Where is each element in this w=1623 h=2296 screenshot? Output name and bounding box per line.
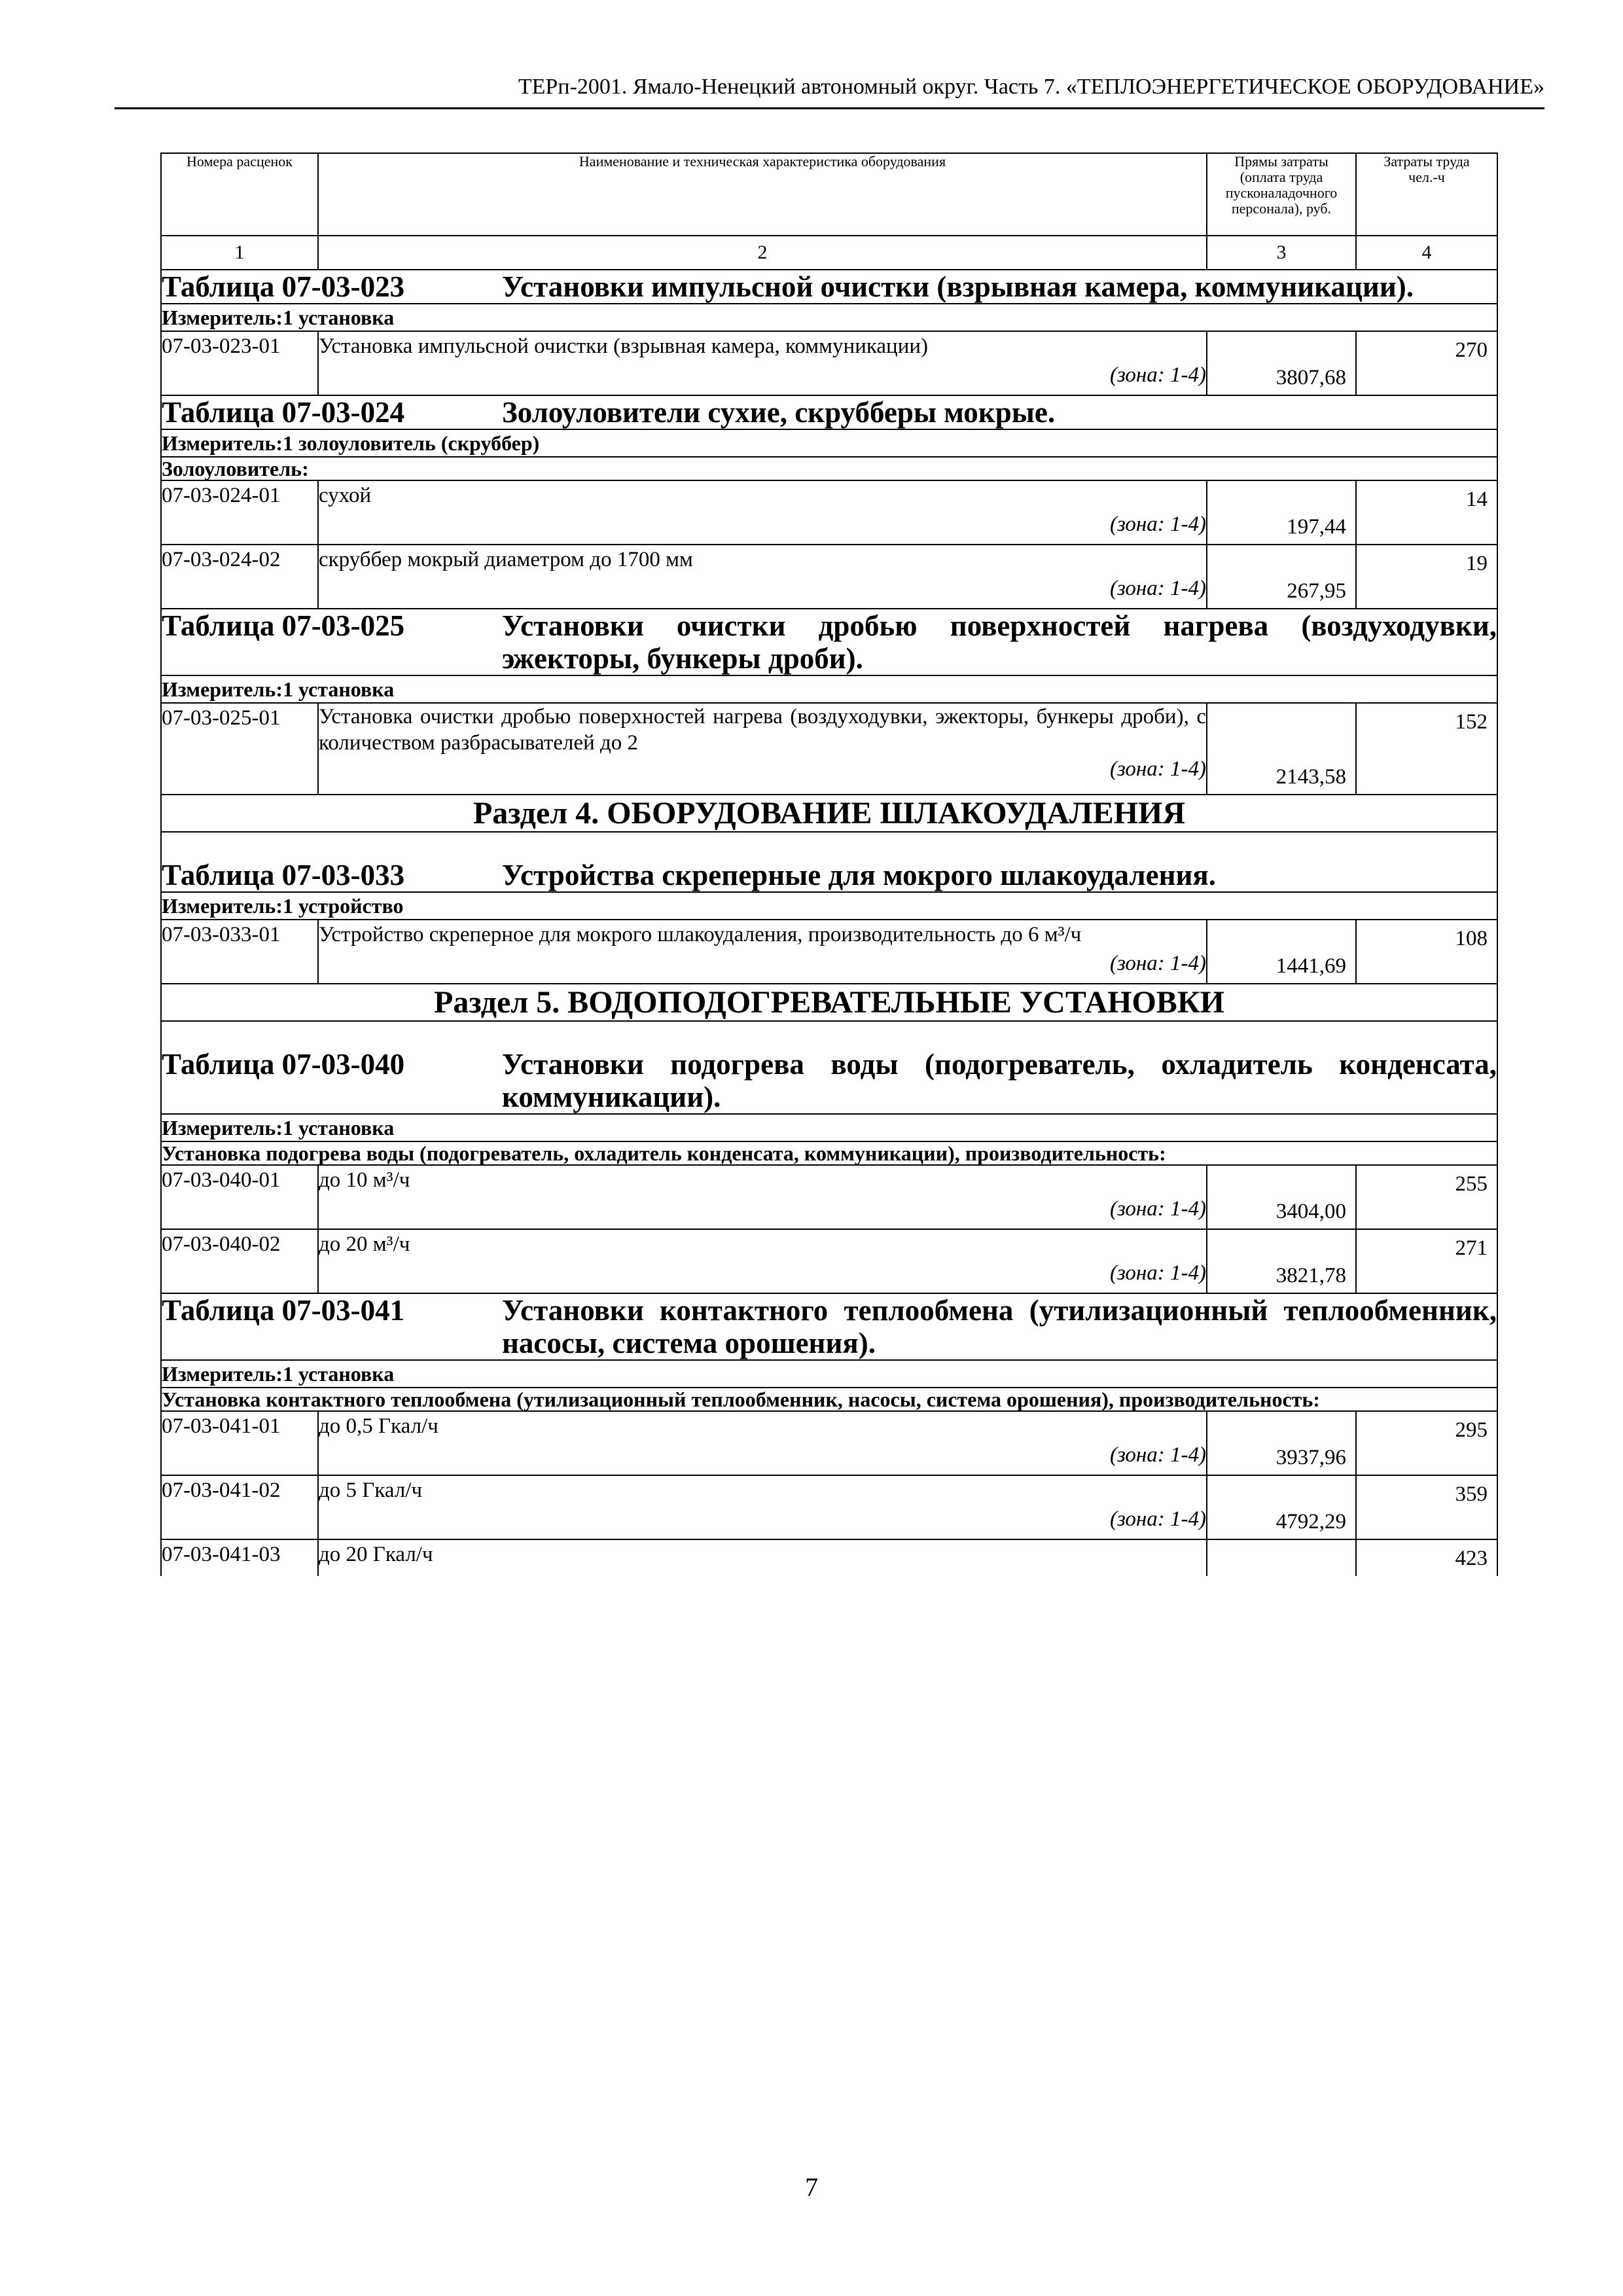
table-row: [161, 1539, 1497, 1576]
rate-code: 07-03-041-02: [161, 1475, 318, 1539]
rate-labor: 255: [1356, 1165, 1497, 1229]
zone-note: (зона: 1-4): [1109, 1261, 1206, 1285]
zone-note: (зона: 1-4): [1109, 577, 1206, 600]
rate-name: до 0,5 Гкал/ч (зона: 1-4): [318, 1411, 1207, 1475]
rate-code: 07-03-033-01: [161, 920, 318, 984]
rate-name: до 20 Гкал/ч: [318, 1539, 1207, 1576]
section-heading: Раздел 4. ОБОРУДОВАНИЕ ШЛАКОУДАЛЕНИЯ: [161, 795, 1497, 832]
zone-note: (зона: 1-4): [1109, 952, 1206, 975]
rate-price: 2143,58: [1207, 703, 1356, 795]
table-number: Таблица 07-03-041: [162, 1294, 405, 1327]
table-title-row: [161, 832, 1497, 892]
table-row: [161, 1165, 1497, 1229]
rate-labor: 359: [1356, 1475, 1497, 1539]
rate-price: 4792,29: [1207, 1475, 1356, 1539]
rate-name: Установка очистки дробью поверхностей нагрева (воздуходувки, эжекторы, бункеры дроби), с количеством разбрасывателей до 2 (зона: 1-4): [318, 703, 1207, 795]
zone-note: (зона: 1-4): [1109, 1197, 1206, 1221]
table-title-row: [161, 395, 1497, 429]
measure-unit: Измеритель:1 устройство: [161, 892, 1497, 920]
table-title: Установки импульсной очистки (взрывная камера, коммуникации).: [502, 270, 1414, 303]
table-title-row: [161, 1293, 1497, 1360]
table-number: Таблица 07-03-033: [162, 859, 405, 891]
section-heading: Раздел 5. ВОДОПОДОГРЕВАТЕЛЬНЫЕ УСТАНОВКИ: [161, 984, 1497, 1021]
measure-unit: Измеритель:1 установка: [161, 675, 1497, 703]
running-header: ТЕРп-2001. Ямало-Ненецкий автономный округ. Часть 7. «ТЕПЛОЭНЕРГЕТИЧЕСКОЕ ОБОРУДОВАНИЕ»: [115, 73, 1544, 109]
measure-unit: Измеритель:1 установка: [161, 1360, 1497, 1388]
measure-unit: Измеритель:1 золоуловитель (скруббер): [161, 429, 1497, 457]
zone-note: (зона: 1-4): [1109, 1443, 1206, 1467]
table-number: Таблица 07-03-024: [162, 396, 405, 429]
group-heading: Установка подогрева воды (подогреватель, охладитель конденсата, коммуникации), производительность:: [161, 1141, 1497, 1165]
rate-name: до 5 Гкал/ч (зона: 1-4): [318, 1475, 1207, 1539]
rate-labor: 270: [1356, 331, 1497, 395]
table-title: Золоуловители сухие, скрубберы мокрые.: [502, 396, 1056, 429]
rate-labor: 108: [1356, 920, 1497, 984]
rate-code: 07-03-040-02: [161, 1229, 318, 1293]
zone-note: (зона: 1-4): [1109, 1507, 1206, 1531]
rate-name: до 10 м³/ч (зона: 1-4): [318, 1165, 1207, 1229]
rate-labor: 271: [1356, 1229, 1497, 1293]
rate-code: 07-03-023-01: [161, 331, 318, 395]
rate-price: 3404,00: [1207, 1165, 1356, 1229]
rate-labor: 19: [1356, 545, 1497, 609]
zone-note: (зона: 1-4): [1109, 363, 1206, 387]
column-header-row: [161, 153, 1497, 236]
column-number-row: [161, 236, 1497, 270]
rate-price: 267,95: [1207, 545, 1356, 609]
table-title: Установки подогрева воды (подогреватель, охладитель конденсата, коммуникации).: [502, 1048, 1497, 1113]
rate-price: [1207, 1539, 1356, 1576]
rate-name: Устройство скреперное для мокрого шлакоудаления, производительность до 6 м³/ч (зона: 1-4): [318, 920, 1207, 984]
col-header-labor: Затраты труда чел.-ч: [1356, 153, 1497, 236]
col-header-price: Прямы затраты (оплата труда пусконаладочного персонала), руб.: [1207, 153, 1356, 236]
col-number: 2: [318, 236, 1207, 270]
table-title-row: [161, 609, 1497, 675]
rate-labor: 14: [1356, 480, 1497, 545]
table-row: [161, 331, 1497, 395]
zone-note: (зона: 1-4): [1109, 757, 1206, 781]
group-heading: Золоуловитель:: [161, 457, 1497, 480]
table-title: Устройства скреперные для мокрого шлакоудаления.: [502, 859, 1217, 891]
col-number: 1: [161, 236, 318, 270]
col-header-code: Номера расценок: [161, 153, 318, 236]
rates-table: [160, 152, 1498, 1576]
rate-labor: 423: [1356, 1539, 1497, 1576]
col-number: 4: [1356, 236, 1497, 270]
rate-price: 197,44: [1207, 480, 1356, 545]
rate-code: 07-03-025-01: [161, 703, 318, 795]
table-row: [161, 1475, 1497, 1539]
page-number: 7: [805, 2172, 818, 2202]
table-row: [161, 480, 1497, 545]
rate-price: 3821,78: [1207, 1229, 1356, 1293]
rate-name: скруббер мокрый диаметром до 1700 мм (зона: 1-4): [318, 545, 1207, 609]
rate-code: 07-03-041-03: [161, 1539, 318, 1576]
rate-price: 3807,68: [1207, 331, 1356, 395]
rate-labor: 152: [1356, 703, 1497, 795]
rate-code: 07-03-024-02: [161, 545, 318, 609]
table-number: Таблица 07-03-025: [162, 609, 405, 642]
table-title: Установки контактного теплообмена (утилизационный теплообменник, насосы, система орошения).: [502, 1294, 1497, 1359]
table-title-row: [161, 1021, 1497, 1114]
table-row: [161, 920, 1497, 984]
table-number: Таблица 07-03-023: [162, 270, 405, 303]
table-row: [161, 703, 1497, 795]
table-row: [161, 1411, 1497, 1475]
table-title-row: [161, 270, 1497, 304]
rate-name: Установка импульсной очистки (взрывная камера, коммуникации) (зона: 1-4): [318, 331, 1207, 395]
rate-code: 07-03-024-01: [161, 480, 318, 545]
rate-name: до 20 м³/ч (зона: 1-4): [318, 1229, 1207, 1293]
group-heading: Установка контактного теплообмена (утилизационный теплообменник, насосы, система орошения), производительность:: [161, 1388, 1497, 1411]
col-number: 3: [1207, 236, 1356, 270]
col-header-name: Наименование и техническая характеристика оборудования: [318, 153, 1207, 236]
rate-name: сухой (зона: 1-4): [318, 480, 1207, 545]
measure-unit: Измеритель:1 установка: [161, 304, 1497, 331]
rate-price: 3937,96: [1207, 1411, 1356, 1475]
rate-code: 07-03-040-01: [161, 1165, 318, 1229]
table-row: [161, 545, 1497, 609]
table-row: [161, 1229, 1497, 1293]
zone-note: (зона: 1-4): [1109, 512, 1206, 536]
rate-price: 1441,69: [1207, 920, 1356, 984]
table-title: Установки очистки дробью поверхностей нагрева (воздуходувки, эжекторы, бункеры дроби).: [502, 609, 1497, 675]
measure-unit: Измеритель:1 установка: [161, 1114, 1497, 1141]
rate-code: 07-03-041-01: [161, 1411, 318, 1475]
table-number: Таблица 07-03-040: [162, 1048, 405, 1081]
rate-labor: 295: [1356, 1411, 1497, 1475]
